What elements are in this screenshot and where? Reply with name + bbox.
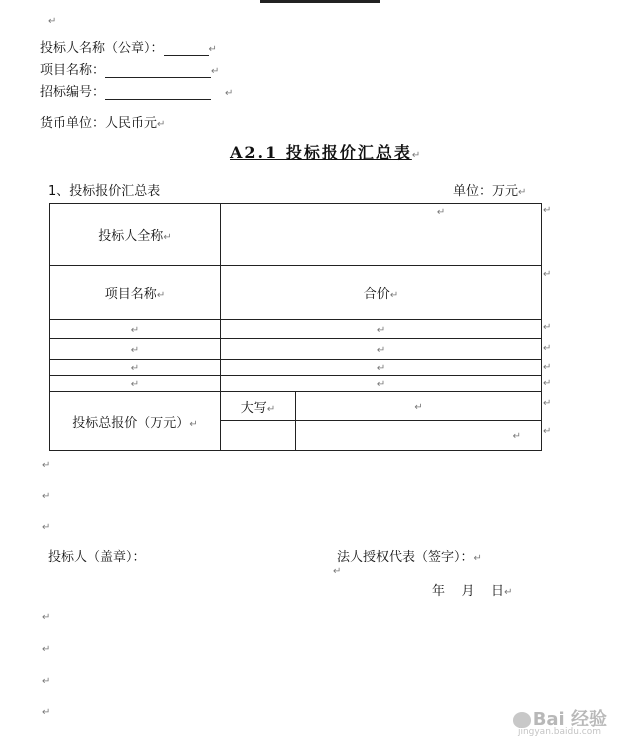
table-row — [50, 204, 542, 266]
cell-item-price[interactable] — [221, 339, 542, 360]
paragraph-mark: ↵ — [518, 187, 527, 198]
tender-no-line — [40, 81, 233, 100]
paragraph-mark: ↵ — [376, 379, 386, 390]
cell-project-name-header — [50, 266, 221, 320]
cell-bidder-fullname-label — [50, 204, 221, 266]
paragraph-mark: ↵ — [163, 232, 172, 243]
form-subtitle: 1、投标报价汇总表 — [48, 184, 161, 199]
cell-item-price[interactable] — [221, 376, 542, 392]
table-row — [50, 360, 542, 376]
paw-logo-icon — [513, 712, 531, 728]
bidder-name-blank[interactable] — [164, 43, 209, 56]
paragraph-mark: ↵ — [411, 150, 421, 161]
paragraph-mark: ↵ — [130, 379, 140, 390]
paragraph-mark: ↵ — [543, 322, 552, 333]
paragraph-mark: ↵ — [512, 431, 522, 442]
paragraph-mark: ↵ — [189, 418, 198, 430]
paragraph-mark: ↵ — [389, 290, 399, 301]
paragraph-mark: ↵ — [225, 88, 234, 99]
paragraph-mark: ↵ — [543, 426, 552, 437]
currency-line — [40, 112, 165, 131]
cropped-heading — [240, 0, 390, 3]
form-title: A2.1 投标报价汇总表 — [230, 143, 412, 162]
date-line — [432, 580, 512, 599]
paragraph-mark: ↵ — [376, 344, 386, 356]
legal-rep-label: 法人授权代表（签字）： — [337, 550, 474, 565]
paragraph-mark: ↵ — [157, 119, 166, 130]
paragraph-mark: ↵ — [376, 324, 386, 336]
watermark-brand: Bai 经验 — [532, 709, 607, 730]
paragraph-mark: ↵ — [543, 362, 552, 373]
paragraph-mark: ↵ — [208, 44, 217, 55]
grand-total-label: 投标总报价（万元） — [72, 415, 190, 431]
unit-line — [453, 180, 526, 199]
paragraph-mark: ↵ — [42, 644, 51, 655]
paragraph-mark: ↵ — [42, 491, 51, 502]
cell-lowercase-value[interactable] — [296, 421, 542, 451]
cell-total-price-header — [221, 266, 542, 320]
paragraph-mark: ↵ — [543, 343, 552, 354]
tender-no-label: 招标编号： — [40, 85, 106, 100]
form-title-line — [230, 140, 420, 163]
date-label: 年 月 日 — [432, 584, 505, 599]
cell-uppercase-label — [221, 392, 296, 421]
cell-project-item[interactable] — [50, 320, 221, 339]
paragraph-mark: ↵ — [42, 707, 51, 718]
bidder-name-line — [40, 37, 217, 56]
total-price-header: 合价 — [363, 287, 390, 302]
cell-bidder-fullname-value[interactable] — [221, 204, 542, 266]
paragraph-mark: ↵ — [42, 612, 51, 623]
paragraph-mark: ↵ — [42, 676, 51, 687]
legal-rep-line — [337, 546, 482, 565]
bidder-name-label: 投标人名称（公章）： — [40, 41, 164, 56]
paragraph-mark: ↵ — [473, 553, 482, 564]
bidder-fullname-label: 投标人全称 — [98, 229, 164, 244]
project-name-header: 项目名称 — [104, 287, 157, 302]
bidder-seal-label: 投标人（盖章）： — [48, 550, 146, 565]
project-name-blank[interactable] — [105, 65, 211, 78]
paragraph-mark: ↵ — [543, 378, 552, 389]
table-row — [50, 392, 542, 421]
project-name-label: 项目名称： — [40, 63, 106, 78]
paragraph-mark: ↵ — [333, 566, 342, 577]
paragraph-mark: ↵ — [543, 269, 552, 280]
cell-project-item[interactable] — [50, 339, 221, 360]
paragraph-mark: ↵ — [376, 363, 386, 374]
cell-lowercase-label[interactable] — [221, 421, 296, 451]
project-name-line — [40, 59, 219, 78]
table-row — [50, 339, 542, 360]
quote-summary-table — [49, 203, 542, 451]
paragraph-mark: ↵ — [130, 344, 140, 356]
uppercase-label: 大写 — [240, 400, 267, 416]
unit-label: 单位：万元 — [453, 184, 519, 199]
bidder-seal-line — [48, 546, 146, 565]
paragraph-mark: ↵ — [504, 587, 513, 598]
currency-label: 货币单位：人民币元 — [40, 116, 158, 131]
table-row — [50, 266, 542, 320]
tender-no-blank[interactable] — [105, 87, 211, 100]
paragraph-mark: ↵ — [42, 460, 51, 471]
cell-item-price[interactable] — [221, 360, 542, 376]
paragraph-mark: ↵ — [436, 207, 446, 218]
paragraph-mark: ↵ — [130, 324, 140, 336]
cell-uppercase-value[interactable] — [296, 392, 542, 421]
paragraph-mark: ↵ — [211, 66, 220, 77]
table-row — [50, 376, 542, 392]
table-row — [50, 320, 542, 339]
paragraph-mark: ↵ — [42, 522, 51, 533]
paragraph-mark: ↵ — [543, 398, 552, 409]
paragraph-mark: ↵ — [543, 205, 552, 216]
cell-project-item[interactable] — [50, 360, 221, 376]
cell-grand-total-label — [50, 392, 221, 451]
subtitle-line — [48, 180, 160, 199]
paragraph-mark: ↵ — [130, 363, 140, 374]
cell-project-item[interactable] — [50, 376, 221, 392]
paragraph-mark: ↵ — [414, 401, 423, 413]
paragraph-mark: ↵ — [156, 290, 166, 301]
paragraph-mark: ↵ — [266, 403, 276, 415]
watermark-url: jingyan.baidu.com — [517, 727, 601, 737]
paragraph-mark: ↵ — [48, 16, 57, 27]
cell-item-price[interactable] — [221, 320, 542, 339]
